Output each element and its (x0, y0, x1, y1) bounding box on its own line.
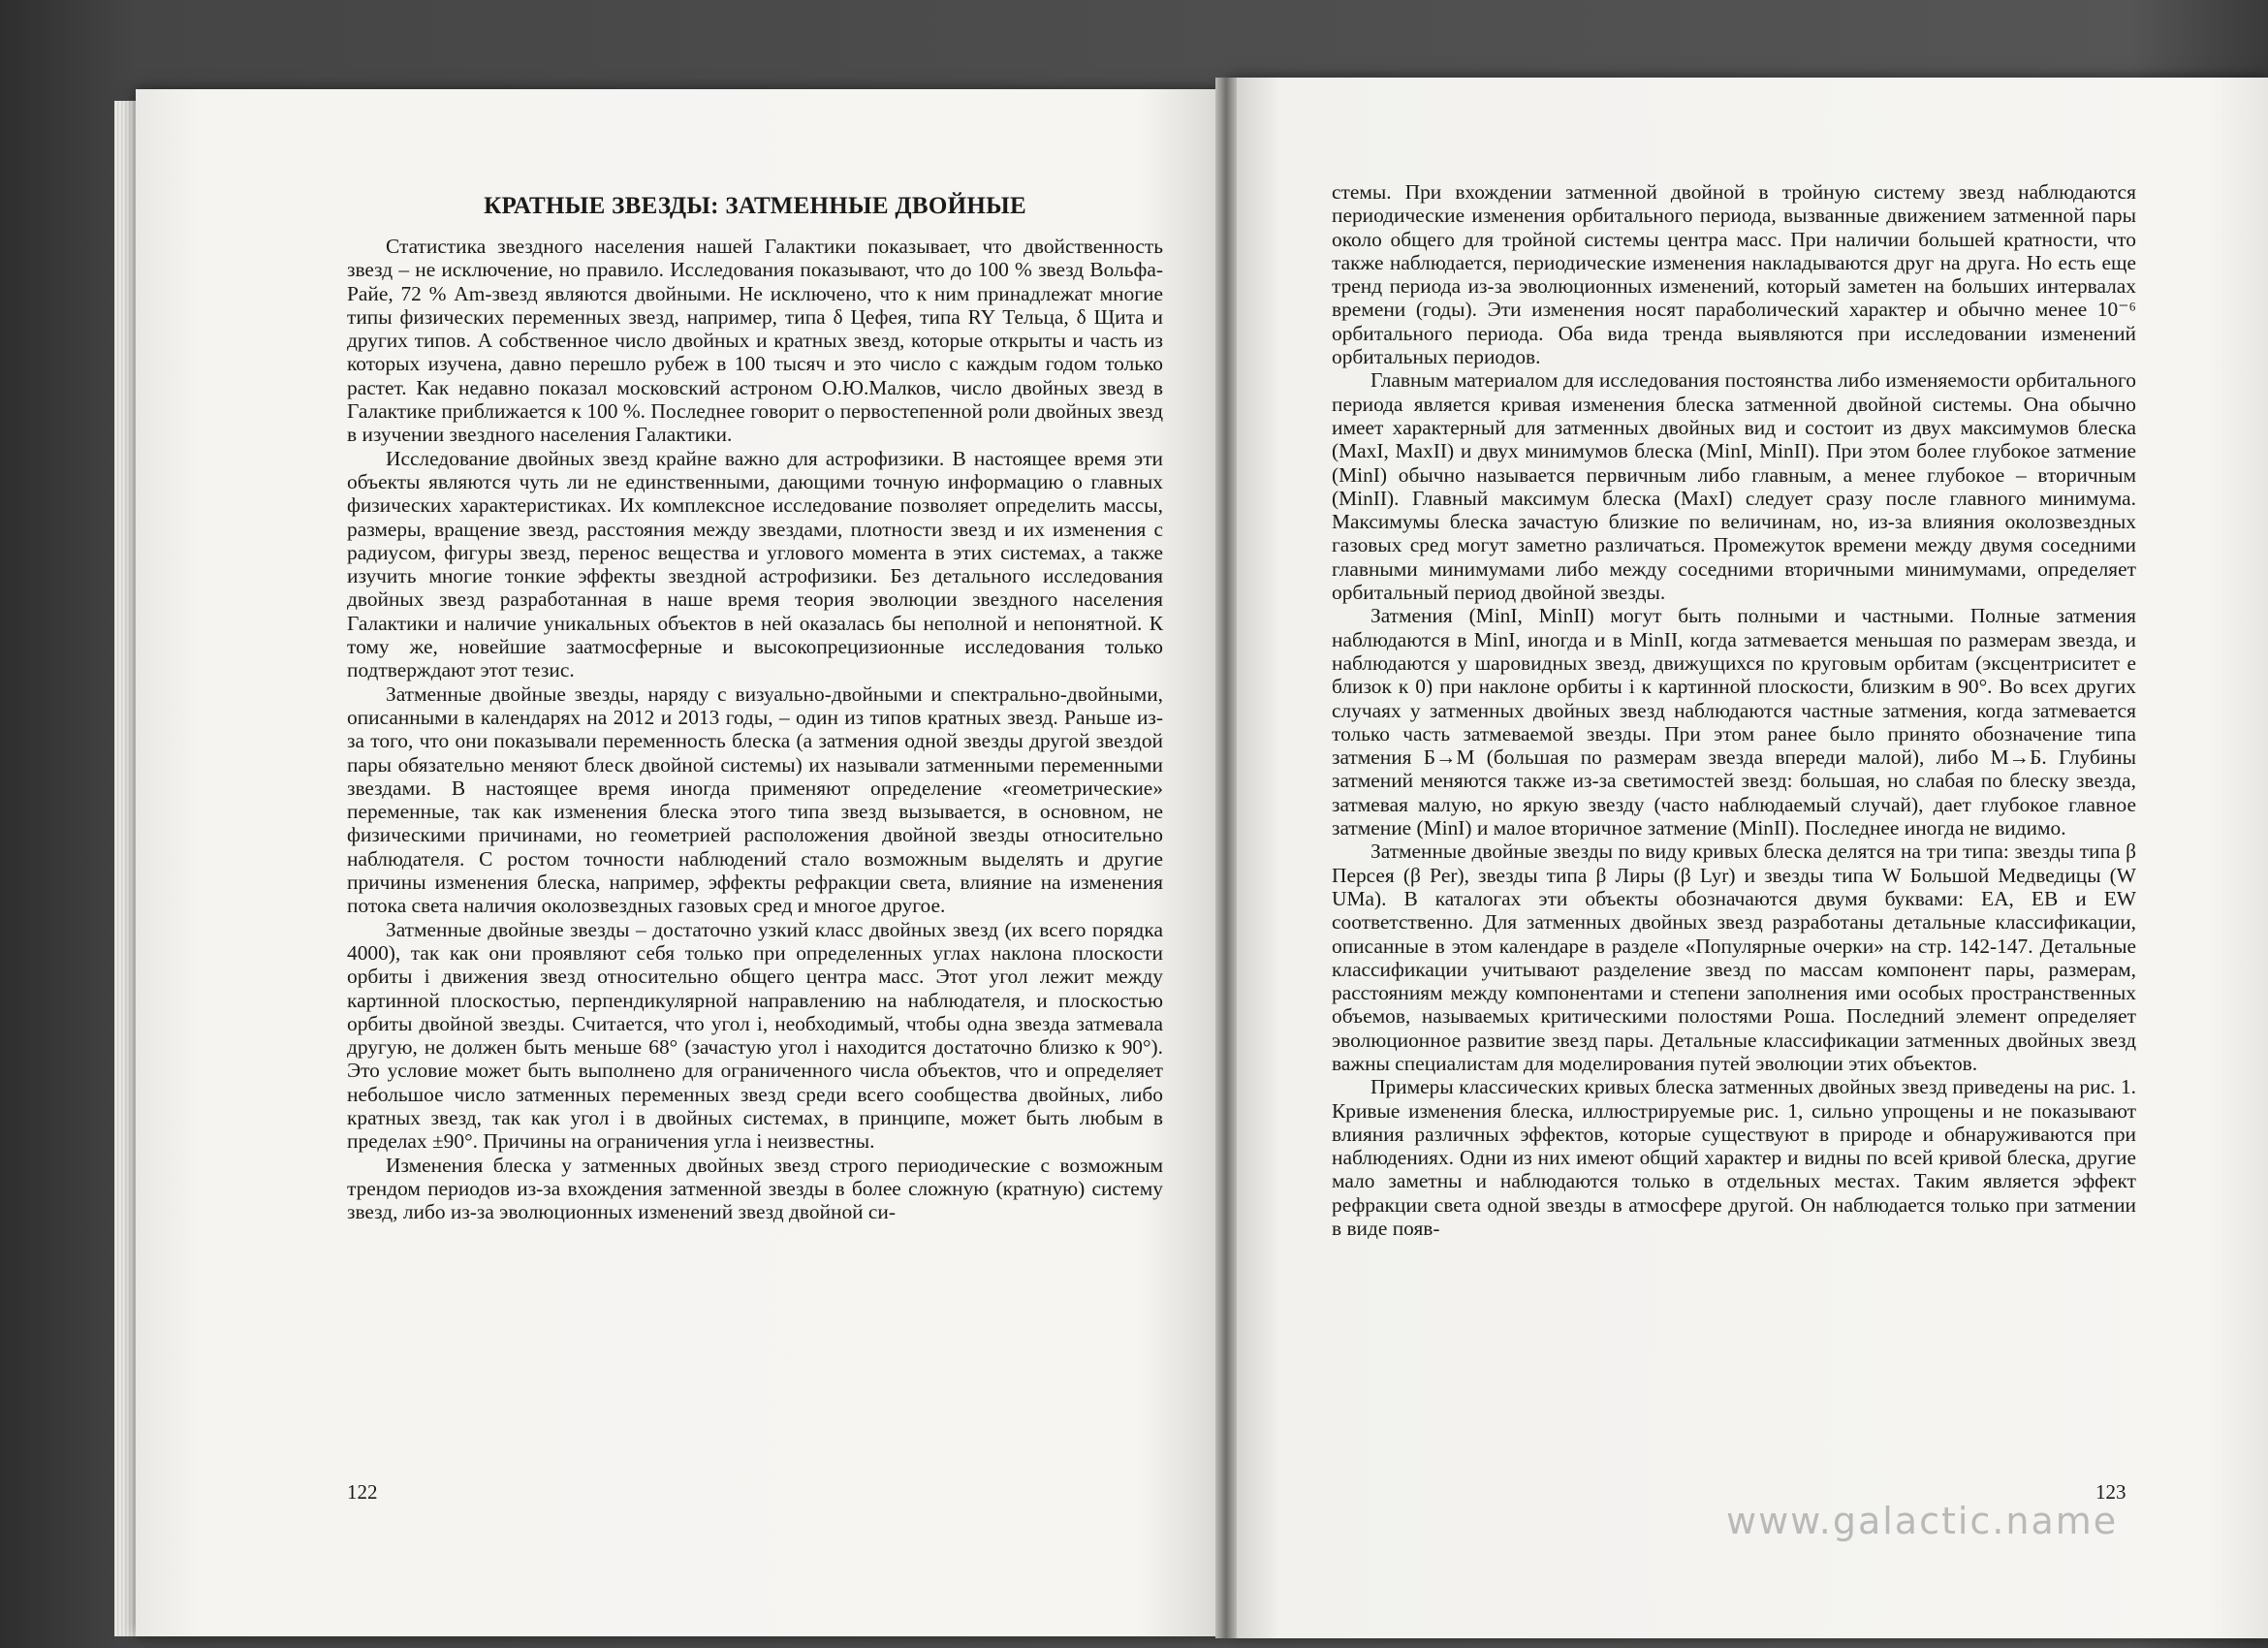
watermark-text: www.galactic.name (1726, 1500, 2119, 1542)
right-paragraph-5: Примеры классических кривых блеска затменных двойных звезд приведены на рис. 1. Кривые изменения блеска, иллюстрируемые рис. 1, сильно упрощены и не показывают влияния различных эффектов, которые существуют в природе и обнаруживаются при наблюдениях. Одни из них имеют общий характер и видны по всей кривой блеска, другие мало заметны и наблюдаются только в отдельных местах. Таким является эффект рефракции света одной звезды в атмосфере другой. Он наблюдается только при затмении в виде появ- (1332, 1075, 2136, 1241)
left-page-number: 122 (347, 1480, 378, 1504)
left-text-column (347, 192, 1163, 1223)
left-paragraph-1: Статистика звездного населения нашей Галактики показывает, что двойственность звезд – не исключение, но правило. Исследования показывают, что до 100 % звезд Вольфа-Райе, 72 % Am-звезд являются двойными. Не исключено, что к ним принадлежат многие типы физических переменных звезд, например, типа δ Цефея, типа RY Тельца, δ Щита и других типов. А собственное число двойных и кратных звезд, которые открыты и часть из которых изучена, давно перешло рубеж в 100 тысяч и это число с каждым годом только растет. Как недавно показал московский астроном О.Ю.Малков, число двойных звезд в Галактике приближается к 100 %. Последнее говорит о первостепенной роли двойных звезд в изучении звездного населения Галактики. (347, 235, 1163, 447)
right-paragraph-1: стемы. При вхождении затменной двойной в тройную систему звезд наблюдаются периодические изменения орбитального периода, вызванные движением затменной пары около общего для тройной системы центра масс. При наличии большей кратности, что также наблюдается, периодические изменения накладываются друг на друга. Но есть еще тренд периода из-за эволюционных изменений, который заметен на больших интервалах времени (годы). Эти изменения носят параболический характер и обычно менее 10⁻⁶ орбитального периода. Оба вида тренда выявляются при исследовании изменений орбитальных периодов. (1332, 180, 2136, 369)
chapter-title: КРАТНЫЕ ЗВЕЗДЫ: ЗАТМЕННЫЕ ДВОЙНЫЕ (484, 193, 1026, 219)
left-paragraph-2: Исследование двойных звезд крайне важно для астрофизики. В настоящее время эти объекты являются чуть ли не единственными, дающими точную информацию о главных физических характеристиках. Их комплексное исследование позволяет определить массы, размеры, вращение звезд, расстояния между звездами, плотности звезд и их изменения с радиусом, фигуры звезд, перенос вещества и углового момента в этих системах, а также изучить многие тонкие эффекты звездной астрофизики. Без детального исследования двойных звезд разработанная в наше время теория эволюции звездного населения Галактики и наличие уникальных объектов в ней оказалась бы неполной и непонятной. К тому же, новейшие заатмосферные и высокопрецизионные исследования только подтверждают этот тезис. (347, 446, 1163, 682)
book-gutter (1215, 78, 1237, 1638)
right-paragraph-4: Затменные двойные звезды по виду кривых блеска делятся на три типа: звезды типа β Персея (β Per), звезды типа β Лиры (β Lyr) и звезды типа W Большой Медведицы (W UMa). В каталогах эти объекты обозначаются двумя буквами: EA, EB и EW соответственно. Для затменных двойных звезд разработаны детальные классификации, описанные в этом календаре в разделе «Популярные очерки» на стр. 142-147. Детальные классификации учитывают разделение звезд по массам компонент пары, размерам, расстояниям между компонентами и степени заполнения ими особых пространственных объемов, называемых критическими полостями Роша. Последний элемент определяет эволюционное развитие звезд пары. Детальные классификации затменных двойных звезд важны специалистам для моделирования путей эволюции этих объектов. (1332, 840, 2136, 1075)
left-paragraph-4: Затменные двойные звезды – достаточно узкий класс двойных звезд (их всего порядка 4000), так как они проявляют себя только при определенных углах наклона плоскости орбиты i движения звезд относительно общего центра масс. Этот угол лежит между картинной плоскостью, перпендикулярной направлению на наблюдателя, и плоскостью орбиты двойной звезды. Считается, что угол i, необходимый, чтобы одна звезда затмевала другую, не должен быть меньше 68° (зачастую угол i находится достаточно близко к 90°). Это условие может быть выполнено для ограниченного числа объектов, что и определяет небольшое число затменных переменных звезд среди всего сообщества двойных, либо кратных звезд, так как угол i в двойных системах, в принципе, может быть любым в пределах ±90°. Причины на ограничения угла i неизвестны. (347, 917, 1163, 1154)
right-paragraph-2: Главным материалом для исследования постоянства либо изменяемости орбитального периода является кривая изменения блеска затменной двойной системы. Она обычно имеет характерный для затменных двойных вид и состоит из двух максимумов блеска (MaxI, MaxII) и двух минимумов блеска (MinI, MinII). При этом более глубокое затмение (MinI) обычно называется первичным либо главным, а менее глубокое – вторичным (MinII). Главный максимум блеска (MaxI) следует сразу после главного минимума. Максимумы блеска зачастую близкие по величинам, но, из-за влияния околозвездных газовых сред могут заметно различаться. Промежуток времени между двумя соседними главными минимумами либо между соседними вторичными минимумами, определяет орбитальный период двойной звезды. (1332, 368, 2136, 605)
right-paragraph-3: Затмения (MinI, MinII) могут быть полными и частными. Полные затмения наблюдаются в MinI, иногда и в MinII, когда затмевается меньшая по размерам звезда, и наблюдаются у шаровидных звезд, движущихся по круговым орбитам (эксцентриситет e близок к 0) при наклоне орбиты i к картинной плоскости, близким в 90°. Во всех других случаях у затменных двойных звезд наблюдаются частные затмения, когда затмевается только часть затмеваемой звезды. При этом ранее было принято обозначение типа затмения Б→М (большая по размерам звезда впереди малой), либо М→Б. Глубины затмений меняются также из-за светимостей звезд: большая, но слабая по блеску звезда, затмевая малую, но яркую звезду (часто наблюдаемый случай), дает глубокое главное затмение (MinI) и малое вторичное затмение (MinII). Последнее иногда не видимо. (1332, 604, 2136, 840)
right-text-column (1332, 180, 2136, 1240)
right-page-number: 123 (2095, 1480, 2126, 1504)
left-paragraph-5: Изменения блеска у затменных двойных звезд строго периодические с возможным трендом периодов из-за вхождения затменной звезды в более сложную (кратную) систему звезд, либо из-за эволюционных изменений звезд двойной си- (347, 1153, 1163, 1224)
left-paragraph-3: Затменные двойные звезды, наряду с визуально-двойными и спектрально-двойными, описанными в календарях на 2012 и 2013 годы, – один из типов кратных звезд. Раньше из-за того, что они показывали переменность блеска (а затмения одной звезды другой звездой пары обязательно меняют блеск двойной системы) их называли затменными переменными звездами. В настоящее время иногда применяют определение «геометрические» переменные, так как изменения блеска этого типа звезд вызывается, в основном, не физическими причинами, но геометрией расположения двойной звезды относительно наблюдателя. С ростом точности наблюдений стало возможным выделять и другие причины изменения блеска, например, эффекты рефракции света, влияние на изменения потока света наличия околозвездных газовых сред и многое другое. (347, 681, 1163, 918)
